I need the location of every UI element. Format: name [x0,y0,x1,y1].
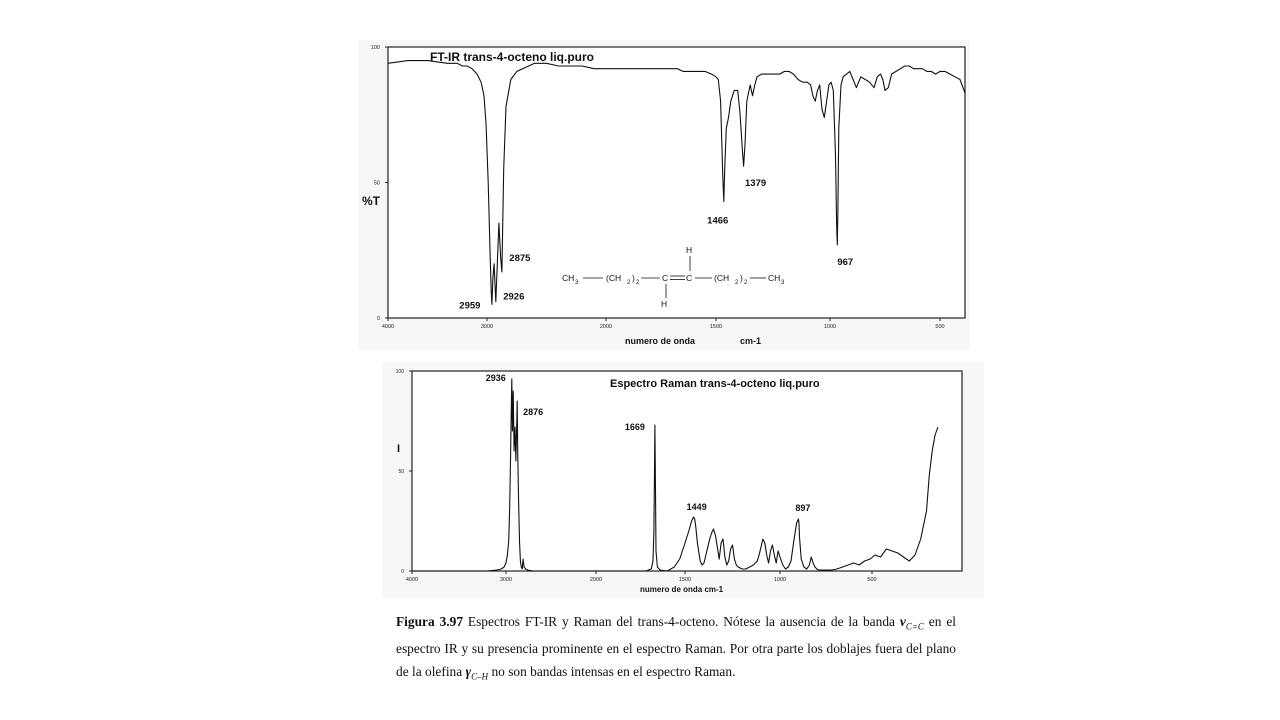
raman-chart-title: Espectro Raman trans-4-octeno liq.puro [610,378,820,390]
structure-chain-a-end-sub: 2 [636,280,640,286]
ir-y-axis-label: %T [362,194,380,208]
raman-peak-label-1669: 1669 [624,422,645,432]
raman-peak-label-1449: 1449 [686,502,707,512]
ir-x-tick-label-5: 500 [935,324,945,330]
ir-x-tick-label-4: 1000 [823,324,837,330]
structure-chain-b-end-sub: 2 [744,280,748,286]
raman-x-tick-label-3: 1500 [678,577,692,583]
raman-x-axis-label: numero de onda cm-1 [640,585,724,594]
figure-caption [396,611,956,688]
caption-text-1: Espectros FT-IR y Raman del trans-4-octeno. Nótese la ausencia de la banda [463,614,900,629]
structure-chain-b-end: ) [740,273,743,283]
caption-text-3: no son bandas intensas en el espectro Raman. [488,663,736,679]
structure-h-bottom: H [661,299,668,309]
ir-peak-label-1379: 1379 [745,178,767,190]
ir-peak-label-1466: 1466 [707,215,729,227]
structure-ch3-left-sub: 3 [575,280,579,286]
ir-x-tick-label-3: 1500 [709,324,723,330]
ir-x-tick-label-1: 3000 [480,324,494,330]
raman-y-tick-label-1: 50 [398,469,404,475]
structure-chain-b-sub: 2 [735,280,739,286]
raman-peak-label-2876: 2876 [523,407,544,417]
ir-x-tick-label-2: 2000 [599,324,613,330]
ir-chart-title: FT-IR trans-4-octeno liq.puro [430,50,594,64]
caption-gamma-subscript: C–H [471,671,489,682]
structure-c1: C [662,273,669,283]
ir-chart [362,45,965,346]
structure-chain-b: (CH [714,273,730,283]
structure-ch3-right: CH [768,273,781,283]
structure-c2: C [686,273,693,283]
raman-x-tick-label-4: 1000 [773,577,787,583]
ir-peak-label-2959: 2959 [459,300,481,312]
ir-x-axis-unit: cm-1 [740,336,762,346]
structure-h-top: H [686,245,693,255]
ir-peak-label-2926: 2926 [503,291,525,303]
structure-chain-a-end: ) [632,273,635,283]
caption-label: Figura 3.97 [396,614,464,629]
structure-ch3-right-sub: 3 [781,280,785,286]
raman-chart [396,369,962,594]
raman-y-tick-label-0: 100 [395,369,404,375]
ir-y-tick-label-0: 100 [370,45,380,51]
raman-peak-label-897: 897 [795,503,811,513]
ir-peak-label-967: 967 [837,256,854,268]
raman-y-tick-label-2: 0 [401,569,404,575]
structure-chain-a: (CH [606,273,622,283]
ir-y-tick-label-1: 50 [373,180,380,187]
raman-y-axis-label: I [397,443,401,455]
caption-gamma-symbol: γ [465,663,472,679]
caption-nu-subscript: C=C [905,621,924,632]
raman-peak-label-2936: 2936 [485,373,506,383]
raman-x-tick-label-0: 4000 [405,577,419,583]
caption-nu-symbol: ν [899,614,906,629]
ir-plot-frame [388,47,965,318]
structure-chain-a-sub: 2 [627,280,631,286]
raman-x-tick-label-2: 2000 [589,577,603,583]
structure-ch3-left: CH [562,273,575,283]
raman-x-tick-label-5: 500 [867,577,877,583]
ir-peak-label-2875: 2875 [509,252,531,264]
ir-x-axis-label: numero de onda [625,336,696,346]
caption-text-2: en el espectro IR y su presencia prominente en el espectro Raman. Por otra parte los doblajes fuera del plano de la olefina [396,614,956,679]
ir-x-tick-label-0: 4000 [381,324,395,330]
raman-plot-frame [412,371,962,571]
raman-x-tick-label-1: 3000 [499,577,513,583]
ir-y-tick-label-2: 0 [376,316,380,322]
